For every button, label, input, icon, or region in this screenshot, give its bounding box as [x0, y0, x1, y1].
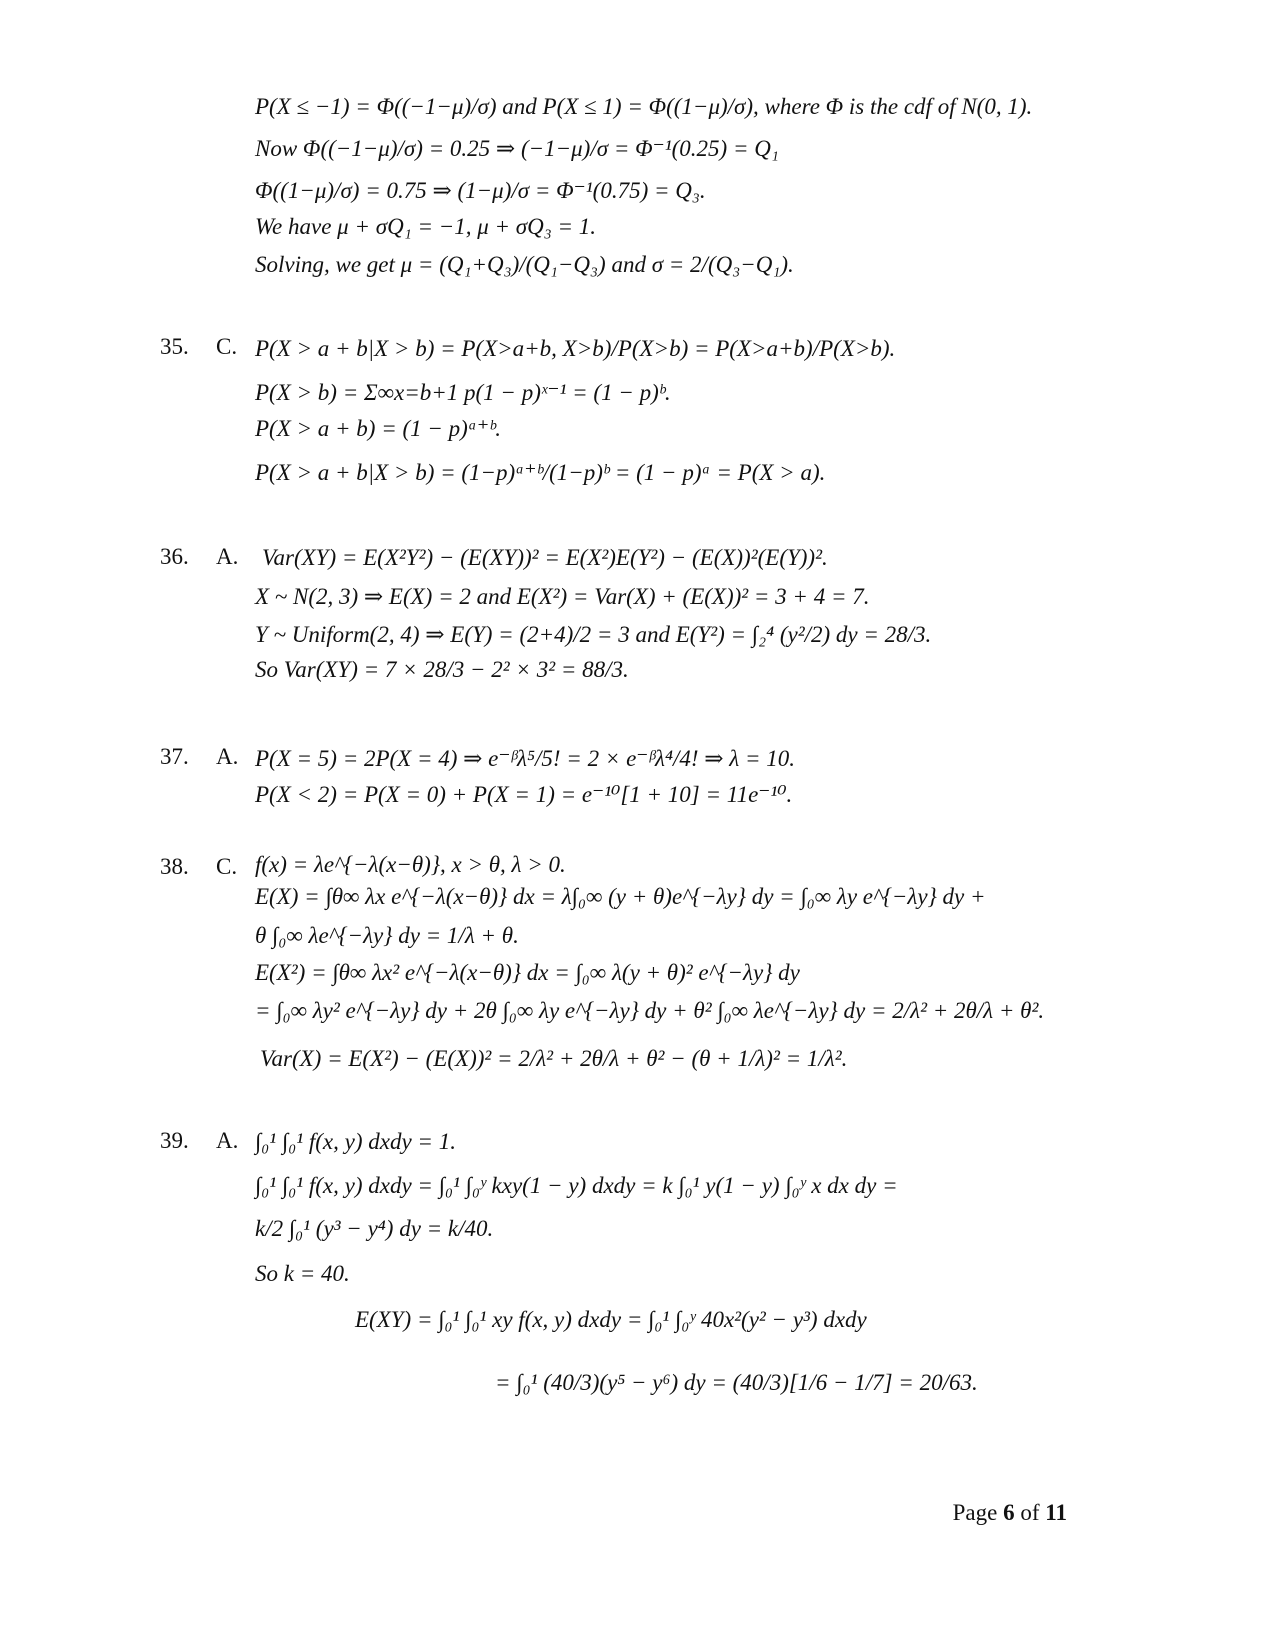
- q39-line-2: ∫₀¹ ∫₀¹ f(x, y) dxdy = ∫₀¹ ∫₀ʸ kxy(1 − y) dxdy = k ∫₀¹ y(1 − y) ∫₀ʸ x dx dy =: [255, 1173, 898, 1198]
- footer-prefix: Page: [952, 1500, 1004, 1525]
- q38-line-2: E(X) = ∫θ∞ λx e^{−λ(x−θ)} dx = λ∫₀∞ (y + θ)e^{−λy} dy = ∫₀∞ λy e^{−λy} dy +: [255, 884, 986, 909]
- question-number: 38.: [160, 854, 189, 879]
- q37-line-1: P(X = 5) = 2P(X = 4) ⇒ e⁻ᵝλ⁵/5! = 2 × e⁻ᵝλ⁴/4! ⇒ λ = 10.: [255, 746, 795, 771]
- page-footer: [953, 1500, 1067, 1526]
- q38-line-3: θ ∫₀∞ λe^{−λy} dy = 1/λ + θ.: [255, 923, 519, 948]
- q38-line-5: = ∫₀∞ λy² e^{−λy} dy + 2θ ∫₀∞ λy e^{−λy} dy + θ² ∫₀∞ λe^{−λy} dy = 2/λ² + 2θ/λ + θ².: [255, 998, 1045, 1023]
- intro-line-2: Now Φ((−1−μ)/σ) = 0.25 ⇒ (−1−μ)/σ = Φ⁻¹(0.25) = Q₁: [255, 136, 779, 161]
- q39-line-4: So k = 40.: [255, 1261, 350, 1286]
- q35-line-4: P(X > a + b|X > b) = (1−p)ᵃ⁺ᵇ/(1−p)ᵇ = (1 − p)ᵃ = P(X > a).: [255, 460, 826, 485]
- intro-line-5: Solving, we get μ = (Q₁+Q₃)/(Q₁−Q₃) and σ = 2/(Q₃−Q₁).: [255, 252, 794, 277]
- current-page-number: 6: [1003, 1500, 1015, 1525]
- answer-letter: A.: [216, 544, 239, 569]
- intro-line-1: P(X ≤ −1) = Φ((−1−μ)/σ) and P(X ≤ 1) = Φ((1−μ)/σ), where Φ is the cdf of N(0, 1).: [255, 94, 1033, 119]
- question-number: 35.: [160, 334, 189, 359]
- q38-line-4: E(X²) = ∫θ∞ λx² e^{−λ(x−θ)} dx = ∫₀∞ λ(y + θ)² e^{−λy} dy: [255, 960, 800, 985]
- q36-line-2: X ~ N(2, 3) ⇒ E(X) = 2 and E(X²) = Var(X) + (E(X))² = 3 + 4 = 7.: [255, 584, 870, 609]
- q39-line-5: E(XY) = ∫₀¹ ∫₀¹ xy f(x, y) dxdy = ∫₀¹ ∫₀ʸ 40x²(y² − y³) dxdy: [355, 1307, 867, 1332]
- q36-line-3: Y ~ Uniform(2, 4) ⇒ E(Y) = (2+4)/2 = 3 and E(Y²) = ∫₂⁴ (y²/2) dy = 28/3.: [255, 622, 932, 647]
- answer-letter: A.: [216, 1128, 239, 1153]
- q38-line-1: f(x) = λe^{−λ(x−θ)}, x > θ, λ > 0.: [255, 852, 566, 877]
- q37-line-2: P(X < 2) = P(X = 0) + P(X = 1) = e⁻¹⁰[1 + 10] = 11e⁻¹⁰.: [255, 782, 793, 807]
- q35-line-2: P(X > b) = Σ∞x=b+1 p(1 − p)ˣ⁻¹ = (1 − p)ᵇ.: [255, 380, 671, 405]
- answer-letter: C.: [216, 334, 238, 359]
- q35-line-1: P(X > a + b|X > b) = P(X>a+b, X>b)/P(X>b) = P(X>a+b)/P(X>b).: [255, 336, 896, 361]
- answer-letter: C.: [216, 854, 238, 879]
- q39-line-3: k/2 ∫₀¹ (y³ − y⁴) dy = k/40.: [255, 1216, 494, 1241]
- intro-line-3: Φ((1−μ)/σ) = 0.75 ⇒ (1−μ)/σ = Φ⁻¹(0.75) = Q₃.: [255, 178, 706, 203]
- q39-line-1: ∫₀¹ ∫₀¹ f(x, y) dxdy = 1.: [255, 1129, 456, 1154]
- q38-line-6: Var(X) = E(X²) − (E(X))² = 2/λ² + 2θ/λ + θ² − (θ + 1/λ)² = 1/λ².: [260, 1046, 848, 1071]
- total-page-number: 11: [1045, 1500, 1067, 1525]
- q39-line-6: = ∫₀¹ (40/3)(y⁵ − y⁶) dy = (40/3)[1/6 − 1/7] = 20/63.: [495, 1370, 978, 1395]
- q36-line-1: Var(XY) = E(X²Y²) − (E(XY))² = E(X²)E(Y²) − (E(X))²(E(Y))².: [262, 545, 828, 570]
- footer-mid: of: [1014, 1500, 1046, 1525]
- question-number: 39.: [160, 1128, 189, 1153]
- question-number: 37.: [160, 744, 189, 769]
- answer-letter: A.: [216, 744, 239, 769]
- q35-line-3: P(X > a + b) = (1 − p)ᵃ⁺ᵇ.: [255, 416, 502, 441]
- question-number: 36.: [160, 544, 189, 569]
- intro-line-4: We have μ + σQ₁ = −1, μ + σQ₃ = 1.: [255, 214, 597, 239]
- q36-line-4: So Var(XY) = 7 × 28/3 − 2² × 3² = 88/3.: [255, 657, 629, 682]
